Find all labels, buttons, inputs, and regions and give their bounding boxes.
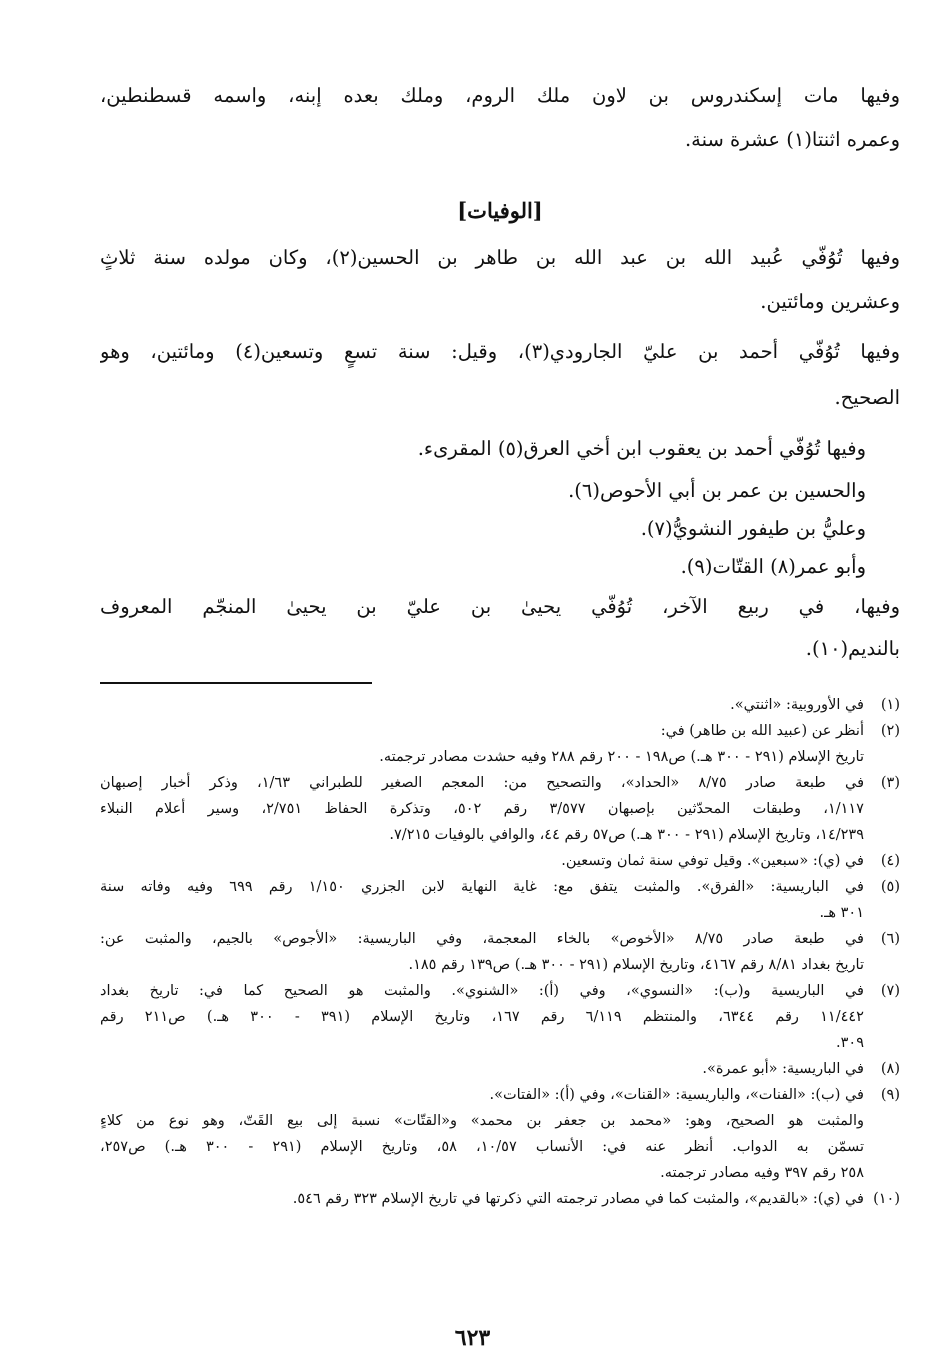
page-content (100, 72, 900, 1212)
text-line: بالنديم(١٠). (805, 637, 900, 660)
section-heading: [الوفيات] (457, 198, 543, 223)
footnote-4 (100, 848, 900, 874)
footnote-text: ١١/٤٤٢ رقم ٦٣٤٤، والمنتظم ٦/١١٩ رقم ١٦٧، وتاريخ الإسلام (٣٩١ - ٣٠٠ هـ.) ص٢١١ رقم (100, 1009, 864, 1025)
footnote-6 (100, 926, 900, 978)
footnote-number: (٧) (880, 983, 900, 999)
footnote-text: تاريخ بغداد ٨/٨١ رقم ٤١٦٧، وتاريخ الإسلام (٢٩١ - ٣٠٠ هـ.) ص١٣٩ رقم ١٨٥. (408, 957, 864, 973)
text-line: وفيها تُوُفّي عُبيد الله بن عبد الله بن طاهر بن الحسين(٢)، وكان مولده سنة ثلاثٍ (100, 246, 900, 269)
footnote-text: في (ي): «سبعين». وقيل توفي سنة ثمان وتسعين. (561, 853, 864, 869)
footnote-3 (100, 770, 900, 848)
text-line: وعشرين ومائتين. (760, 290, 900, 313)
footnote-text: في الباريسية و(ب): «النسوي»، وفي (أ): «الشنوي». والمثبت هو الصحيح كما في: تاريخ بغداد (100, 983, 864, 999)
footnote-separator (100, 682, 372, 684)
text-line: وعمره اثنتا(١) عشرة سنة. (684, 128, 900, 151)
footnote-text: في الأوروبية: «اثنتي». (730, 697, 864, 713)
footnote-number: (٨) (880, 1061, 900, 1077)
list-item: والحسين بن عمر بن أبي الأحوص(٦). (568, 479, 866, 502)
footnote-number: (٤) (880, 853, 900, 869)
footnote-number: (٣) (880, 775, 900, 791)
footnote-text: تاريخ الإسلام (٢٩١ - ٣٠٠ هـ.) ص١٩٨ - ٢٠٠ رقم ٢٨٨ وفيه حشدت مصادر ترجمته. (379, 749, 864, 765)
footnote-number: (٥) (880, 879, 900, 895)
footnote-text: في طبعة صادر ٨/٧٥ «الأخوص» بالخاء المعجمة، وفي الباريسية: «الأجوص» بالجيم، والمثبت عن: (100, 931, 864, 947)
footnote-10 (100, 1186, 900, 1212)
footnotes (100, 692, 900, 1212)
list-item: وفيها تُوُفّي أحمد بن يعقوب ابن أخي العرق(٥) المقرىء. (417, 437, 866, 460)
footnote-number: (١٠) (873, 1191, 900, 1207)
text-line: وفيها تُوُفّي أحمد بن عليّ الجارودي(٣)، وقيل: سنة تسعٍ وتسعين(٤) ومائتين، وهو (100, 340, 900, 363)
list-item: وأبو عمر(٨) القتّات(٩). (680, 555, 866, 578)
list-item: وعليُّ بن طيفور النشويُّ(٧). (640, 517, 866, 540)
footnote-2 (100, 718, 900, 770)
footnote-number: (٩) (880, 1087, 900, 1103)
footnote-5 (100, 874, 900, 926)
footnote-text: في (ي): «بالقديم»، والمثبت كما في مصادر ترجمته التي ذكرتها في تاريخ الإسلام ٣٢٣ رقم ٥٤٦. (292, 1191, 864, 1207)
text-line: الصحيح. (834, 386, 900, 409)
footnote-text: والمثبت هو الصحيح، وهو: «محمد بن جعفر بن محمد» و«القتّات» نسبة إلى بيع القَتّ، وهو نوع من كلاءٍ (100, 1113, 864, 1129)
footnote-number: (٢) (880, 723, 900, 739)
footnote-text: في الباريسية: «أبو عمرة». (702, 1061, 864, 1077)
footnote-text: تسمّن به الدواب. أنظر عنه في: الأنساب ١٠/٥٧، ٥٨، وتاريخ الإسلام (٢٩١ - ٣٠٠ هـ.) ص٢٥٧، (100, 1139, 864, 1155)
footnote-text: في (ب): «الفنات»، والباريسية: «القنات»، وفي (أ): «الفتات». (489, 1087, 864, 1103)
footnote-8 (100, 1056, 900, 1082)
footnote-number: (٦) (880, 931, 900, 947)
main-text (100, 72, 900, 670)
footnote-text: ٣٠٩. (836, 1035, 864, 1051)
page-number: ٦٢٣ (454, 1325, 491, 1351)
footnote-text: ٣٠١ هـ. (819, 905, 864, 921)
footnote-9 (100, 1082, 900, 1186)
footnote-1 (100, 692, 900, 718)
text-line: وفيها، في ربيع الآخر، تُوُفّي يحيىٰ بن عليّ بن يحيىٰ المنجّم المعروف (100, 595, 900, 618)
footnote-text: في طبعة صادر ٨/٧٥ «الحداد»، والتصحيح من: المعجم الصغير للطبراني ١/٦٣، وذكر أخبار إصبهان (100, 775, 864, 791)
footnote-text: أنظر عن (عبيد الله بن طاهر) في: (660, 723, 864, 739)
footnote-text: في الباريسية: «الفرق». والمثبت يتفق مع: غاية النهاية لابن الجزري ١/١٥٠ رقم ٦٩٩ وفيه وفاته سنة (100, 879, 864, 895)
text-line: وفيها مات إسكندروس بن لاون ملك الروم، وملك بعده إبنه، واسمه قسطنطين، (100, 84, 900, 107)
footnote-number: (١) (880, 697, 900, 713)
footnote-text: ١/١١٧، وطبقات المحدّثين بإصبهان ٣/٥٧٧ رقم ٥٠٢، وتذكرة الحفاظ ٢/٧٥١، وسير أعلام النبلاء (100, 801, 864, 817)
footnote-text: ١٤/٢٣٩، وتاريخ الإسلام (٢٩١ - ٣٠٠ هـ.) ص٥٧ رقم ٤٤، والوافي بالوفيات ٧/٢١٥. (389, 827, 864, 843)
footnote-text: ٢٥٨ رقم ٣٩٧ وفيه مصادر ترجمته. (660, 1165, 864, 1181)
footnote-7 (100, 978, 900, 1056)
